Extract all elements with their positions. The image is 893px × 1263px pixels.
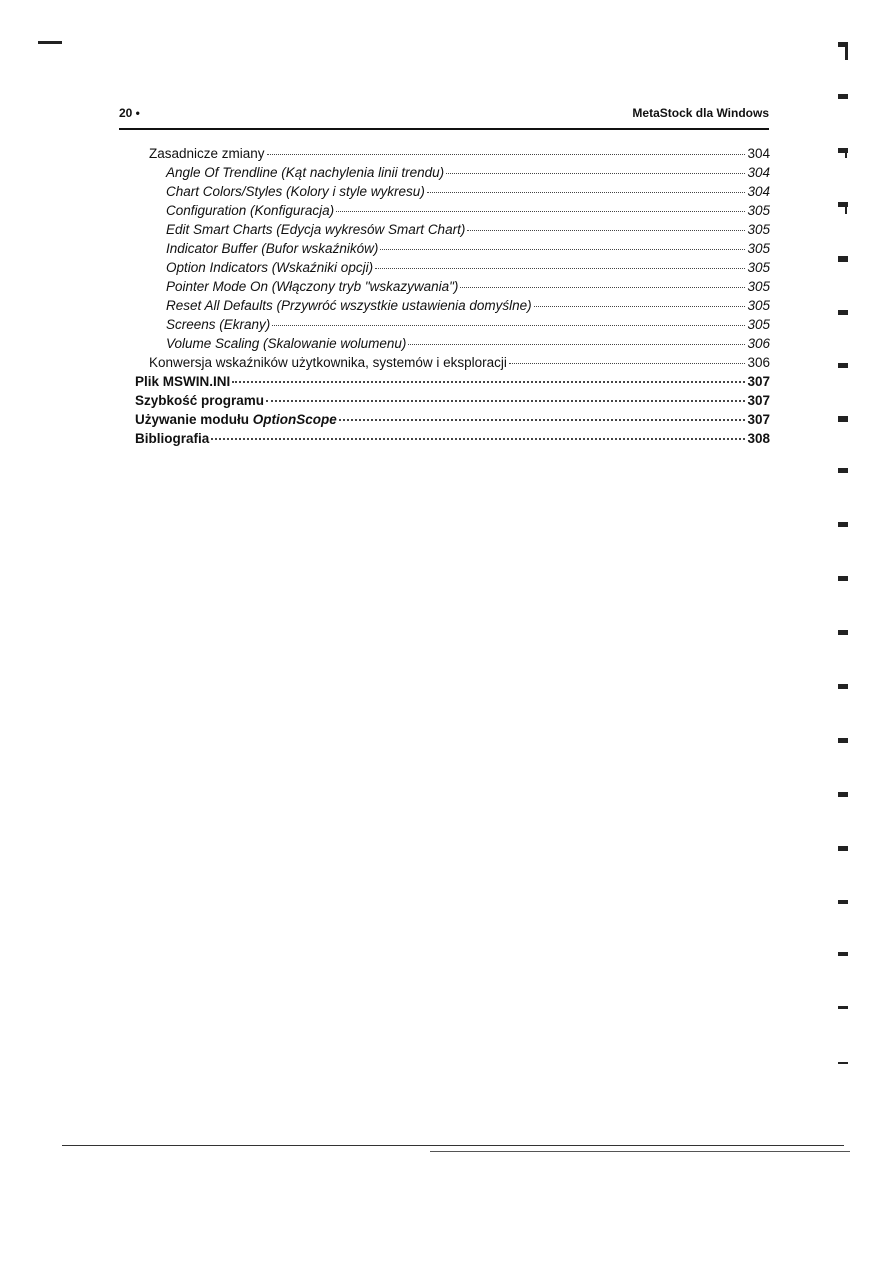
- binding-mark: [838, 900, 848, 904]
- binding-mark: [838, 1006, 848, 1009]
- toc-entry: [135, 372, 770, 391]
- toc-entry-title: Plik MSWIN.INI: [135, 374, 231, 389]
- header-rule: [119, 128, 769, 130]
- dot-leader: [375, 268, 745, 269]
- toc-entry-title: Option Indicators (Wskaźniki opcji): [166, 260, 374, 275]
- table-of-contents: [135, 144, 770, 448]
- toc-entry-title: Screens (Ekrany): [166, 317, 271, 332]
- toc-entry-page: 307: [747, 412, 770, 427]
- dot-leader: [467, 230, 745, 231]
- toc-entry: [135, 258, 770, 277]
- toc-entry-page: 307: [747, 393, 770, 408]
- toc-entry: [135, 315, 770, 334]
- toc-entry: [135, 429, 770, 448]
- binding-mark: [845, 202, 847, 214]
- dot-leader: [339, 419, 746, 421]
- toc-entry-page: 308: [747, 431, 770, 446]
- dot-leader: [534, 306, 746, 307]
- binding-mark: [838, 846, 848, 851]
- toc-entry-page: 305: [747, 260, 770, 275]
- toc-entry-title-prefix: Używanie modułu: [135, 412, 253, 427]
- toc-entry-page: 304: [747, 146, 770, 161]
- dot-leader: [336, 211, 745, 212]
- scan-mark: [38, 41, 62, 44]
- book-title: MetaStock dla Windows: [632, 106, 769, 120]
- binding-mark: [838, 522, 848, 527]
- toc-entry: [135, 239, 770, 258]
- binding-mark: [838, 1062, 848, 1064]
- toc-entry-title: Reset All Defaults (Przywróć wszystkie ustawienia domyślne): [166, 298, 532, 313]
- toc-entry-page: 305: [747, 298, 770, 313]
- toc-entry-title: Edit Smart Charts (Edycja wykresów Smart Chart): [166, 222, 466, 237]
- binding-mark: [838, 42, 848, 47]
- toc-entry: [135, 353, 770, 372]
- toc-entry: [135, 277, 770, 296]
- binding-mark: [845, 42, 848, 60]
- binding-mark: [838, 684, 848, 689]
- toc-entry-title: Angle Of Trendline (Kąt nachylenia linii trendu): [166, 165, 445, 180]
- page-edge-line: [62, 1145, 844, 1146]
- dot-leader: [380, 249, 745, 250]
- binding-mark: [838, 94, 848, 99]
- toc-entry-page: 305: [747, 241, 770, 256]
- toc-entry-page: 305: [747, 203, 770, 218]
- toc-entry-title: Indicator Buffer (Bufor wskaźników): [166, 241, 379, 256]
- dot-leader: [232, 381, 745, 383]
- binding-mark: [838, 576, 848, 581]
- toc-entry: [135, 334, 770, 353]
- binding-mark: [838, 738, 848, 743]
- dot-leader: [266, 400, 745, 402]
- binding-mark: [838, 792, 848, 797]
- dot-leader: [446, 173, 745, 174]
- toc-entry: [135, 201, 770, 220]
- binding-mark: [838, 416, 848, 422]
- toc-entry-page: 304: [747, 165, 770, 180]
- page-number: 20 •: [119, 106, 140, 120]
- binding-mark: [838, 202, 848, 207]
- dot-leader: [211, 438, 745, 440]
- toc-entry: [135, 296, 770, 315]
- toc-entry: [135, 182, 770, 201]
- toc-entry-title-emphasis: OptionScope: [252, 412, 337, 427]
- page-edge-line: [430, 1151, 850, 1152]
- binding-mark: [838, 148, 848, 153]
- running-header: [119, 106, 769, 122]
- toc-entry: [135, 220, 770, 239]
- toc-entry-title: Pointer Mode On (Włączony tryb "wskazywania"): [166, 279, 459, 294]
- toc-entry: [135, 163, 770, 182]
- dot-leader: [408, 344, 745, 345]
- binding-mark: [838, 256, 848, 262]
- toc-entry-title: Zasadnicze zmiany: [149, 146, 265, 161]
- toc-entry-page: 305: [747, 279, 770, 294]
- toc-entry-page: 304: [747, 184, 770, 199]
- binding-mark: [838, 363, 848, 368]
- toc-entry-page: 306: [747, 355, 770, 370]
- binding-mark: [838, 310, 848, 315]
- toc-entry-title: Bibliografia: [135, 431, 210, 446]
- toc-entry: [135, 391, 770, 410]
- binding-mark: [838, 630, 848, 635]
- dot-leader: [509, 363, 746, 364]
- binding-mark: [838, 952, 848, 956]
- binding-mark: [845, 148, 847, 158]
- dot-leader: [267, 154, 746, 155]
- dot-leader: [427, 192, 746, 193]
- toc-entry: [135, 144, 770, 163]
- toc-entry-title: Chart Colors/Styles (Kolory i style wykresu): [166, 184, 425, 199]
- toc-entry-title: Configuration (Konfiguracja): [166, 203, 335, 218]
- toc-entry-page: 306: [747, 336, 770, 351]
- dot-leader: [460, 287, 745, 288]
- toc-entry-page: 305: [747, 222, 770, 237]
- toc-entry-title: Volume Scaling (Skalowanie wolumenu): [166, 336, 407, 351]
- toc-entry: [135, 410, 770, 429]
- toc-entry-title: Szybkość programu: [135, 393, 265, 408]
- toc-entry-page: 305: [747, 317, 770, 332]
- binding-mark: [838, 468, 848, 473]
- toc-entry-title: [135, 410, 337, 429]
- toc-entry-page: 307: [747, 374, 770, 389]
- dot-leader: [272, 325, 745, 326]
- toc-entry-title: Konwersja wskaźników użytkownika, systemów i eksploracji: [149, 355, 507, 370]
